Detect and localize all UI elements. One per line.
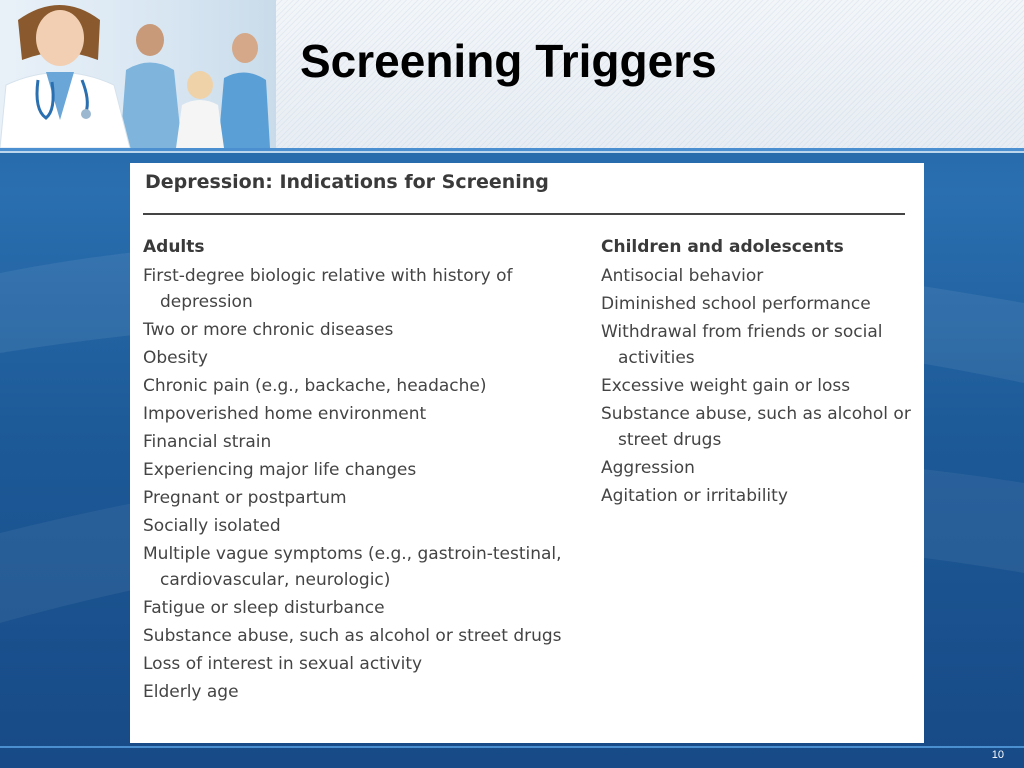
adults-column: [143, 235, 583, 707]
page-number: 10: [991, 749, 1004, 761]
list-item: First-degree biologic relative with history of depression: [143, 266, 513, 312]
list-item: Agitation or irritability: [601, 486, 788, 506]
list-item: Fatigue or sleep disturbance: [143, 598, 385, 618]
list-item: Two or more chronic diseases: [143, 320, 394, 340]
slide-header: [0, 0, 1024, 148]
table-title: Depression: Indications for Screening: [145, 171, 549, 193]
list-item: Diminished school performance: [601, 294, 871, 314]
list-item: Experiencing major life changes: [143, 460, 417, 480]
slide-title: Screening Triggers: [300, 35, 717, 87]
footer-divider: [0, 746, 1024, 748]
list-item: Substance abuse, such as alcohol or street drugs: [143, 626, 562, 646]
list-item: Aggression: [601, 458, 695, 478]
list-item: Withdrawal from friends or social activities: [601, 322, 883, 368]
list-item: Antisocial behavior: [601, 266, 764, 286]
list-item: Excessive weight gain or loss: [601, 376, 851, 396]
header-divider-highlight: [0, 151, 1024, 153]
screening-table: [130, 163, 924, 743]
list-item: Impoverished home environment: [143, 404, 427, 424]
list-item: Obesity: [143, 348, 208, 368]
list-item: Elderly age: [143, 682, 239, 702]
list-item: Financial strain: [143, 432, 272, 452]
list-item: Chronic pain (e.g., backache, headache): [143, 376, 487, 396]
table-title-rule: [143, 213, 905, 215]
medical-staff-photo: [0, 0, 276, 148]
list-item: Pregnant or postpartum: [143, 488, 347, 508]
list-item: Loss of interest in sexual activity: [143, 654, 423, 674]
list-item: Socially isolated: [143, 516, 281, 536]
adults-heading: Adults: [143, 237, 205, 257]
list-item: Multiple vague symptoms (e.g., gastroin-testinal, cardiovascular, neurologic): [143, 544, 562, 590]
children-heading: Children and adolescents: [601, 237, 844, 257]
children-column: [601, 235, 911, 511]
list-item: Substance abuse, such as alcohol or street drugs: [601, 404, 911, 450]
